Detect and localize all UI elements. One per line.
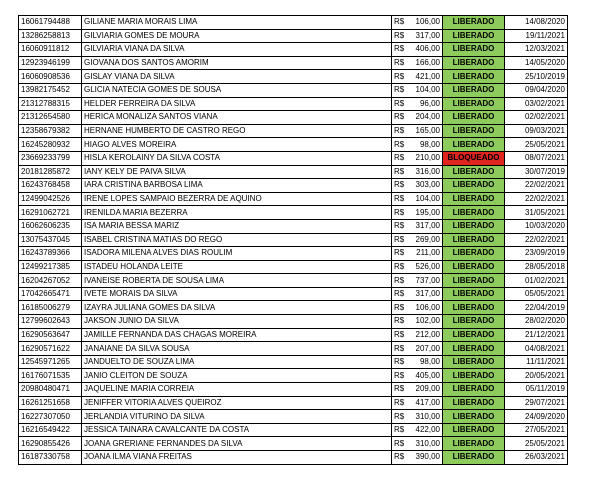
currency-symbol: R$	[394, 112, 405, 122]
amount: 96,00	[419, 98, 440, 108]
name-cell: JOANA GRERIANE FERNANDES DA SILVA	[82, 437, 392, 451]
name-cell: ISTADEU HOLANDA LEITE	[82, 260, 392, 274]
amount: 406,00	[415, 44, 440, 54]
name-cell: JANAIANE DA SILVA SOUSA	[82, 342, 392, 356]
code-cell: 16261251658	[19, 396, 82, 410]
value-cell	[392, 369, 443, 383]
amount: 317,00	[415, 289, 440, 299]
value-cell	[392, 138, 443, 152]
date-cell: 29/07/2021	[505, 396, 568, 410]
name-cell: JANIO CLEITON DE SOUZA	[82, 369, 392, 383]
amount: 310,00	[415, 411, 440, 421]
table-row	[19, 233, 568, 247]
amount: 526,00	[415, 261, 440, 271]
code-cell: 16060908536	[19, 70, 82, 84]
date-cell: 09/03/2021	[505, 124, 568, 138]
date-cell: 04/08/2021	[505, 342, 568, 356]
date-cell: 22/02/2021	[505, 233, 568, 247]
code-cell: 16243768458	[19, 179, 82, 193]
currency-symbol: R$	[394, 126, 405, 136]
status-badge: LIBERADO	[443, 301, 505, 315]
name-cell: GISLAY VIANA DA SILVA	[82, 70, 392, 84]
table-row	[19, 192, 568, 206]
value-cell	[392, 287, 443, 301]
name-cell: JOANA ILMA VIANA FREITAS	[82, 451, 392, 465]
table-row	[19, 138, 568, 152]
table-row	[19, 43, 568, 57]
code-cell: 16290855426	[19, 437, 82, 451]
amount: 422,00	[415, 425, 440, 435]
table-row	[19, 437, 568, 451]
date-cell: 30/07/2019	[505, 165, 568, 179]
value-cell	[392, 383, 443, 397]
amount: 207,00	[415, 343, 440, 353]
value-cell	[392, 260, 443, 274]
table-row	[19, 274, 568, 288]
name-cell: HIAGO ALVES MOREIRA	[82, 138, 392, 152]
value-cell	[392, 219, 443, 233]
value-cell	[392, 355, 443, 369]
code-cell: 21312788315	[19, 97, 82, 111]
value-cell	[392, 192, 443, 206]
amount: 209,00	[415, 384, 440, 394]
amount: 421,00	[415, 71, 440, 81]
status-badge: LIBERADO	[443, 124, 505, 138]
currency-symbol: R$	[394, 275, 405, 285]
currency-symbol: R$	[394, 397, 405, 407]
currency-symbol: R$	[394, 71, 405, 81]
currency-symbol: R$	[394, 85, 405, 95]
amount: 106,00	[415, 302, 440, 312]
currency-symbol: R$	[394, 180, 405, 190]
status-badge: LIBERADO	[443, 206, 505, 220]
table-row	[19, 219, 568, 233]
table-row	[19, 396, 568, 410]
amount: 106,00	[415, 17, 440, 27]
currency-symbol: R$	[394, 289, 405, 299]
amount: 166,00	[415, 58, 440, 68]
date-cell: 25/05/2021	[505, 138, 568, 152]
table-row	[19, 97, 568, 111]
status-badge: LIBERADO	[443, 437, 505, 451]
amount: 310,00	[415, 438, 440, 448]
name-cell: IVETE MORAIS DA SILVA	[82, 287, 392, 301]
code-cell: 13286258813	[19, 29, 82, 43]
date-cell: 12/03/2021	[505, 43, 568, 57]
code-cell: 16062606235	[19, 219, 82, 233]
value-cell	[392, 437, 443, 451]
amount: 316,00	[415, 166, 440, 176]
table-row	[19, 287, 568, 301]
amount: 98,00	[419, 139, 440, 149]
code-cell: 12499217385	[19, 260, 82, 274]
name-cell: GIOVANA DOS SANTOS AMORIM	[82, 56, 392, 70]
name-cell: HISLA KEROLAINY DA SILVA COSTA	[82, 151, 392, 165]
table-row	[19, 70, 568, 84]
date-cell: 23/09/2019	[505, 247, 568, 261]
date-cell: 14/08/2020	[505, 16, 568, 30]
currency-symbol: R$	[394, 343, 405, 353]
date-cell: 09/04/2020	[505, 83, 568, 97]
date-cell: 28/05/2018	[505, 260, 568, 274]
value-cell	[392, 410, 443, 424]
amount: 390,00	[415, 452, 440, 462]
code-cell: 17042665471	[19, 287, 82, 301]
amount: 269,00	[415, 234, 440, 244]
name-cell: ISABEL CRISTINA MATIAS DO REGO	[82, 233, 392, 247]
name-cell: IZAYRA JULIANA GOMES DA SILVA	[82, 301, 392, 315]
status-badge: LIBERADO	[443, 29, 505, 43]
table-row	[19, 383, 568, 397]
status-badge: BLOQUEADO	[443, 151, 505, 165]
amount: 317,00	[415, 221, 440, 231]
table-row	[19, 410, 568, 424]
table-row	[19, 247, 568, 261]
code-cell: 12799602643	[19, 315, 82, 329]
table-row	[19, 260, 568, 274]
code-cell: 13982175452	[19, 83, 82, 97]
date-cell: 03/02/2021	[505, 97, 568, 111]
value-cell	[392, 396, 443, 410]
value-cell	[392, 70, 443, 84]
date-cell: 11/11/2021	[505, 355, 568, 369]
status-badge: LIBERADO	[443, 287, 505, 301]
date-cell: 28/02/2020	[505, 315, 568, 329]
records-table-body	[19, 16, 568, 465]
value-cell	[392, 342, 443, 356]
date-cell: 31/05/2021	[505, 206, 568, 220]
amount: 98,00	[419, 357, 440, 367]
code-cell: 16187330758	[19, 451, 82, 465]
code-cell: 16204267052	[19, 274, 82, 288]
status-badge: LIBERADO	[443, 274, 505, 288]
status-badge: LIBERADO	[443, 16, 505, 30]
value-cell	[392, 56, 443, 70]
date-cell: 14/05/2020	[505, 56, 568, 70]
name-cell: HERNANE HUMBERTO DE CASTRO REGO	[82, 124, 392, 138]
amount: 737,00	[415, 275, 440, 285]
value-cell	[392, 124, 443, 138]
currency-symbol: R$	[394, 329, 405, 339]
currency-symbol: R$	[394, 357, 405, 367]
value-cell	[392, 29, 443, 43]
value-cell	[392, 451, 443, 465]
name-cell: JENIFFER VITORIA ALVES QUEIROZ	[82, 396, 392, 410]
name-cell: HELDER FERREIRA DA SILVA	[82, 97, 392, 111]
currency-symbol: R$	[394, 234, 405, 244]
code-cell: 12923946199	[19, 56, 82, 70]
currency-symbol: R$	[394, 58, 405, 68]
name-cell: ISA MARIA BESSA MARIZ	[82, 219, 392, 233]
code-cell: 16060911812	[19, 43, 82, 57]
amount: 195,00	[415, 207, 440, 217]
currency-symbol: R$	[394, 139, 405, 149]
status-badge: LIBERADO	[443, 192, 505, 206]
status-badge: LIBERADO	[443, 423, 505, 437]
currency-symbol: R$	[394, 316, 405, 326]
table-row	[19, 369, 568, 383]
status-badge: LIBERADO	[443, 451, 505, 465]
value-cell	[392, 233, 443, 247]
table-row	[19, 124, 568, 138]
code-cell: 16176071535	[19, 369, 82, 383]
table-row	[19, 16, 568, 30]
date-cell: 05/11/2019	[505, 383, 568, 397]
status-badge: LIBERADO	[443, 369, 505, 383]
table-row	[19, 206, 568, 220]
code-cell: 21312654580	[19, 111, 82, 125]
table-row	[19, 29, 568, 43]
status-badge: LIBERADO	[443, 165, 505, 179]
date-cell: 25/05/2021	[505, 437, 568, 451]
table-row	[19, 328, 568, 342]
currency-symbol: R$	[394, 221, 405, 231]
date-cell: 20/05/2021	[505, 369, 568, 383]
currency-symbol: R$	[394, 248, 405, 258]
code-cell: 13075437045	[19, 233, 82, 247]
currency-symbol: R$	[394, 207, 405, 217]
value-cell	[392, 206, 443, 220]
value-cell	[392, 179, 443, 193]
currency-symbol: R$	[394, 44, 405, 54]
value-cell	[392, 315, 443, 329]
table-row	[19, 342, 568, 356]
currency-symbol: R$	[394, 261, 405, 271]
currency-symbol: R$	[394, 438, 405, 448]
name-cell: IARA CRISTINA BARBOSA LIMA	[82, 179, 392, 193]
amount: 104,00	[415, 194, 440, 204]
date-cell: 10/03/2020	[505, 219, 568, 233]
amount: 417,00	[415, 397, 440, 407]
value-cell	[392, 328, 443, 342]
value-cell	[392, 83, 443, 97]
value-cell	[392, 43, 443, 57]
date-cell: 27/05/2021	[505, 423, 568, 437]
amount: 102,00	[415, 316, 440, 326]
code-cell: 16245280932	[19, 138, 82, 152]
table-row	[19, 301, 568, 315]
table-row	[19, 56, 568, 70]
table-row	[19, 165, 568, 179]
value-cell	[392, 97, 443, 111]
name-cell: GILIANE MARIA MORAIS LIMA	[82, 16, 392, 30]
table-row	[19, 423, 568, 437]
date-cell: 21/12/2021	[505, 328, 568, 342]
status-badge: LIBERADO	[443, 260, 505, 274]
currency-symbol: R$	[394, 153, 405, 163]
date-cell: 22/02/2021	[505, 179, 568, 193]
amount: 165,00	[415, 126, 440, 136]
name-cell: JAKSON JUNIO DA SILVA	[82, 315, 392, 329]
name-cell: JERLANDIA VITURINO DA SILVA	[82, 410, 392, 424]
currency-symbol: R$	[394, 370, 405, 380]
date-cell: 22/04/2019	[505, 301, 568, 315]
status-badge: LIBERADO	[443, 111, 505, 125]
date-cell: 25/10/2019	[505, 70, 568, 84]
currency-symbol: R$	[394, 302, 405, 312]
name-cell: JESSICA TAINARA CAVALCANTE DA COSTA	[82, 423, 392, 437]
date-cell: 22/02/2021	[505, 192, 568, 206]
currency-symbol: R$	[394, 411, 405, 421]
status-badge: LIBERADO	[443, 342, 505, 356]
date-cell: 01/02/2021	[505, 274, 568, 288]
status-badge: LIBERADO	[443, 138, 505, 152]
name-cell: IRENE LOPES SAMPAIO BEZERRA DE AQUINO	[82, 192, 392, 206]
amount: 303,00	[415, 180, 440, 190]
value-cell	[392, 274, 443, 288]
table-row	[19, 151, 568, 165]
code-cell: 12499042526	[19, 192, 82, 206]
name-cell: JAMILLE FERNANDA DAS CHAGAS MOREIRA	[82, 328, 392, 342]
status-badge: LIBERADO	[443, 355, 505, 369]
name-cell: IVANEISE ROBERTA DE SOUSA LIMA	[82, 274, 392, 288]
status-badge: LIBERADO	[443, 56, 505, 70]
amount: 211,00	[416, 248, 440, 258]
name-cell: JANDUELTO DE SOUZA LIMA	[82, 355, 392, 369]
value-cell	[392, 301, 443, 315]
value-cell	[392, 16, 443, 30]
status-badge: LIBERADO	[443, 97, 505, 111]
name-cell: GILVIARIA GOMES DE MOURA	[82, 29, 392, 43]
currency-symbol: R$	[394, 166, 405, 176]
currency-symbol: R$	[394, 194, 405, 204]
code-cell: 12545971265	[19, 355, 82, 369]
status-badge: LIBERADO	[443, 315, 505, 329]
amount: 204,00	[415, 112, 440, 122]
name-cell: HERICA MONALIZA SANTOS VIANA	[82, 111, 392, 125]
name-cell: GILVIARIA VIANA DA SILVA	[82, 43, 392, 57]
name-cell: IANY KELY DE PAIVA SILVA	[82, 165, 392, 179]
currency-symbol: R$	[394, 17, 405, 27]
date-cell: 24/09/2020	[505, 410, 568, 424]
status-badge: LIBERADO	[443, 43, 505, 57]
status-badge: LIBERADO	[443, 396, 505, 410]
code-cell: 16061794488	[19, 16, 82, 30]
value-cell	[392, 247, 443, 261]
amount: 210,00	[415, 153, 440, 163]
currency-symbol: R$	[394, 452, 405, 462]
date-cell: 05/05/2021	[505, 287, 568, 301]
value-cell	[392, 111, 443, 125]
records-table	[18, 15, 568, 465]
status-badge: LIBERADO	[443, 179, 505, 193]
status-badge: LIBERADO	[443, 219, 505, 233]
code-cell: 16227307050	[19, 410, 82, 424]
status-badge: LIBERADO	[443, 328, 505, 342]
code-cell: 12358679382	[19, 124, 82, 138]
code-cell: 16216549422	[19, 423, 82, 437]
table-row	[19, 315, 568, 329]
table-row	[19, 355, 568, 369]
status-badge: LIBERADO	[443, 83, 505, 97]
code-cell: 16290563647	[19, 328, 82, 342]
code-cell: 16185006279	[19, 301, 82, 315]
name-cell: ISADORA MILENA ALVES DIAS ROULIM	[82, 247, 392, 261]
date-cell: 08/07/2021	[505, 151, 568, 165]
code-cell: 16290571622	[19, 342, 82, 356]
table-row	[19, 111, 568, 125]
value-cell	[392, 165, 443, 179]
amount: 212,00	[415, 329, 440, 339]
name-cell: IRENILDA MARIA BEZERRA	[82, 206, 392, 220]
code-cell: 23669233799	[19, 151, 82, 165]
code-cell: 20980480471	[19, 383, 82, 397]
code-cell: 16291062721	[19, 206, 82, 220]
currency-symbol: R$	[394, 30, 405, 40]
status-badge: LIBERADO	[443, 410, 505, 424]
date-cell: 19/11/2021	[505, 29, 568, 43]
date-cell: 02/02/2021	[505, 111, 568, 125]
name-cell: JAQUELINE MARIA CORREIA	[82, 383, 392, 397]
table-row	[19, 83, 568, 97]
currency-symbol: R$	[394, 425, 405, 435]
value-cell	[392, 423, 443, 437]
currency-symbol: R$	[394, 384, 405, 394]
code-cell: 16243789366	[19, 247, 82, 261]
date-cell: 26/03/2021	[505, 451, 568, 465]
table-row	[19, 179, 568, 193]
code-cell: 20181285872	[19, 165, 82, 179]
amount: 317,00	[415, 30, 440, 40]
value-cell	[392, 151, 443, 165]
amount: 405,00	[415, 370, 440, 380]
status-badge: LIBERADO	[443, 247, 505, 261]
status-badge: LIBERADO	[443, 383, 505, 397]
amount: 104,00	[415, 85, 440, 95]
status-badge: LIBERADO	[443, 233, 505, 247]
status-badge: LIBERADO	[443, 70, 505, 84]
table-row	[19, 451, 568, 465]
name-cell: GLICIA NATECIA GOMES DE SOUSA	[82, 83, 392, 97]
currency-symbol: R$	[394, 98, 405, 108]
